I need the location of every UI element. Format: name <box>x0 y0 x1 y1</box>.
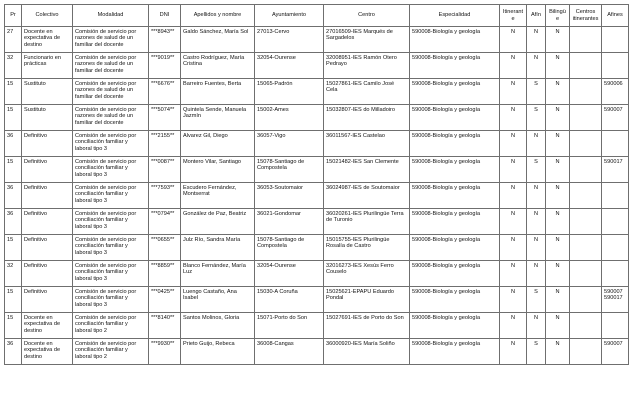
cell-colectivo: Definitivo <box>22 183 73 209</box>
header-bilingue: Bilingüe <box>546 5 570 27</box>
cell-especialidad: 590008-Biología y geología <box>410 235 500 261</box>
cell-nombre: Castro Rodríguez, María Cristina <box>181 53 255 79</box>
cell-dni: ***0655** <box>149 235 181 261</box>
cell-afines <box>602 261 629 287</box>
cell-itinerante: N <box>500 131 527 157</box>
header-modalidad: Modalidad <box>73 5 149 27</box>
cell-centro: 15015755-IES Plurilingüe Rosalía de Castro <box>324 235 410 261</box>
cell-modalidad: Comisión de servicio por conciliación familiar y laboral tipo 3 <box>73 261 149 287</box>
cell-afines <box>602 27 629 53</box>
cell-pr: 36 <box>5 339 22 365</box>
cell-ayuntamiento: 15002-Ames <box>255 105 324 131</box>
cell-pr: 32 <box>5 261 22 287</box>
cell-colectivo: Docente en expectativa de destino <box>22 313 73 339</box>
cell-bilingue: N <box>546 313 570 339</box>
cell-afines <box>602 131 629 157</box>
cell-centros-itinerantes <box>570 27 602 53</box>
cell-afin: N <box>527 313 546 339</box>
cell-modalidad: Comisión de servicio por conciliación familiar y laboral tipo 3 <box>73 131 149 157</box>
cell-nombre: Luengo Castaño, Ana Isabel <box>181 287 255 313</box>
cell-pr: 36 <box>5 183 22 209</box>
cell-centro: 36000920-IES María Soliño <box>324 339 410 365</box>
cell-afin: N <box>527 27 546 53</box>
cell-nombre: Santos Molinos, Gloria <box>181 313 255 339</box>
cell-centro: 15027691-IES de Porto do Son <box>324 313 410 339</box>
cell-modalidad: Comisión de servicio por conciliación familiar y laboral tipo 3 <box>73 287 149 313</box>
cell-afines: 590007 <box>602 105 629 131</box>
cell-afines: 590006 <box>602 79 629 105</box>
table-row <box>5 131 629 157</box>
cell-pr: 15 <box>5 235 22 261</box>
cell-nombre: Barreiro Fuentes, Berta <box>181 79 255 105</box>
cell-afin: N <box>527 209 546 235</box>
cell-afin: N <box>527 131 546 157</box>
cell-dni: ***8859** <box>149 261 181 287</box>
cell-dni: ***9930** <box>149 339 181 365</box>
cell-centro: 32016273-IES Xesús Ferro Couselo <box>324 261 410 287</box>
cell-dni: ***2155** <box>149 131 181 157</box>
cell-dni: ***0425** <box>149 287 181 313</box>
cell-especialidad: 590008-Biología y geología <box>410 105 500 131</box>
cell-colectivo: Definitivo <box>22 261 73 287</box>
table-row <box>5 313 629 339</box>
cell-modalidad: Comisión de servicio por conciliación familiar y laboral tipo 3 <box>73 209 149 235</box>
cell-centro: 27016509-IES Marqués de Sargadelos <box>324 27 410 53</box>
cell-colectivo: Definitivo <box>22 157 73 183</box>
cell-colectivo: Sustituto <box>22 105 73 131</box>
assignment-sheet <box>4 4 623 365</box>
cell-centros-itinerantes <box>570 183 602 209</box>
cell-bilingue: N <box>546 131 570 157</box>
table-row <box>5 339 629 365</box>
header-colectivo: Colectivo <box>22 5 73 27</box>
table-row <box>5 209 629 235</box>
table-row <box>5 235 629 261</box>
cell-afin: S <box>527 105 546 131</box>
cell-afines <box>602 183 629 209</box>
cell-modalidad: Comisión de servicio por razones de salud de un familiar del docente <box>73 53 149 79</box>
cell-nombre: Quintela Sende, Manuela Jazmín <box>181 105 255 131</box>
cell-dni: ***5074** <box>149 105 181 131</box>
cell-ayuntamiento: 32054-Ourense <box>255 53 324 79</box>
cell-afines <box>602 235 629 261</box>
cell-centro: 36020261-IES Plurilingüe Terra de Turonio <box>324 209 410 235</box>
cell-especialidad: 590008-Biología y geología <box>410 339 500 365</box>
cell-bilingue: N <box>546 339 570 365</box>
table-row <box>5 105 629 131</box>
cell-modalidad: Comisión de servicio por razones de salud de un familiar del docente <box>73 79 149 105</box>
cell-modalidad: Comisión de servicio por conciliación familiar y laboral tipo 3 <box>73 235 149 261</box>
cell-afin: S <box>527 79 546 105</box>
cell-ayuntamiento: 15071-Porto do Son <box>255 313 324 339</box>
cell-colectivo: Docente en expectativa de destino <box>22 339 73 365</box>
cell-pr: 15 <box>5 105 22 131</box>
cell-centro: 36024987-IES de Soutomaior <box>324 183 410 209</box>
cell-pr: 36 <box>5 131 22 157</box>
header-row <box>5 5 629 27</box>
cell-ayuntamiento: 15030-A Coruña <box>255 287 324 313</box>
cell-bilingue: N <box>546 209 570 235</box>
cell-nombre: Julz Río, Sandra María <box>181 235 255 261</box>
cell-centros-itinerantes <box>570 209 602 235</box>
header-centros-itinerantes: Centros itinerantes <box>570 5 602 27</box>
table-row <box>5 53 629 79</box>
table-row <box>5 287 629 313</box>
cell-itinerante: N <box>500 313 527 339</box>
cell-bilingue: N <box>546 235 570 261</box>
cell-dni: ***8943** <box>149 27 181 53</box>
cell-afin: N <box>527 183 546 209</box>
cell-especialidad: 590008-Biología y geología <box>410 53 500 79</box>
cell-centros-itinerantes <box>570 157 602 183</box>
cell-bilingue: N <box>546 79 570 105</box>
header-especialidad: Especialidad <box>410 5 500 27</box>
table-body <box>5 27 629 365</box>
cell-nombre: González de Paz, Beatriz <box>181 209 255 235</box>
cell-afin: S <box>527 339 546 365</box>
cell-afin: N <box>527 261 546 287</box>
cell-especialidad: 590008-Biología y geología <box>410 313 500 339</box>
cell-nombre: Alvarez Gil, Diego <box>181 131 255 157</box>
cell-afin: S <box>527 157 546 183</box>
cell-ayuntamiento: 27013-Cervo <box>255 27 324 53</box>
cell-colectivo: Definitivo <box>22 209 73 235</box>
cell-itinerante: N <box>500 157 527 183</box>
cell-pr: 15 <box>5 157 22 183</box>
cell-modalidad: Comisión de servicio por conciliación familiar y laboral tipo 3 <box>73 157 149 183</box>
cell-bilingue: N <box>546 105 570 131</box>
cell-centros-itinerantes <box>570 105 602 131</box>
cell-centros-itinerantes <box>570 287 602 313</box>
cell-centros-itinerantes <box>570 53 602 79</box>
cell-dni: ***0794** <box>149 209 181 235</box>
cell-centro: 32008951-IES Ramón Otero Pedrayo <box>324 53 410 79</box>
cell-especialidad: 590008-Biología y geología <box>410 79 500 105</box>
cell-afin: N <box>527 53 546 79</box>
cell-dni: ***9019** <box>149 53 181 79</box>
assignments-table <box>4 4 629 365</box>
header-pr: Pr <box>5 5 22 27</box>
cell-centro: 15025621-EPAPU Eduardo Pondal <box>324 287 410 313</box>
table-row <box>5 79 629 105</box>
cell-itinerante: N <box>500 209 527 235</box>
cell-dni: ***8140** <box>149 313 181 339</box>
cell-colectivo: Definitivo <box>22 287 73 313</box>
cell-especialidad: 590008-Biología y geología <box>410 157 500 183</box>
cell-pr: 27 <box>5 27 22 53</box>
table-row <box>5 183 629 209</box>
cell-especialidad: 590008-Biología y geología <box>410 261 500 287</box>
cell-especialidad: 590008-Biología y geología <box>410 287 500 313</box>
header-afines: Afines <box>602 5 629 27</box>
table-row <box>5 27 629 53</box>
cell-itinerante: N <box>500 79 527 105</box>
cell-afines: 590007 <box>602 339 629 365</box>
cell-bilingue: N <box>546 157 570 183</box>
cell-afines <box>602 313 629 339</box>
cell-modalidad: Comisión de servicio por conciliación familiar y laboral tipo 2 <box>73 339 149 365</box>
cell-pr: 15 <box>5 79 22 105</box>
header-nombre: Apellidos y nombre <box>181 5 255 27</box>
cell-afines <box>602 209 629 235</box>
cell-modalidad: Comisión de servicio por razones de salud de un familiar del docente <box>73 27 149 53</box>
cell-nombre: Montero Vilar, Santiago <box>181 157 255 183</box>
cell-bilingue: N <box>546 53 570 79</box>
cell-ayuntamiento: 15065-Padrón <box>255 79 324 105</box>
cell-afin: N <box>527 235 546 261</box>
cell-afines: 590007 590017 <box>602 287 629 313</box>
cell-centro: 15021482-IES San Clemente <box>324 157 410 183</box>
cell-especialidad: 590008-Biología y geología <box>410 131 500 157</box>
cell-afines: 590017 <box>602 157 629 183</box>
cell-pr: 36 <box>5 209 22 235</box>
cell-dni: ***6676** <box>149 79 181 105</box>
cell-itinerante: N <box>500 235 527 261</box>
cell-centro: 36011567-IES Castelao <box>324 131 410 157</box>
cell-nombre: Blanco Fernández, María Luz <box>181 261 255 287</box>
cell-ayuntamiento: 32054-Ourense <box>255 261 324 287</box>
cell-modalidad: Comisión de servicio por conciliación familiar y laboral tipo 2 <box>73 313 149 339</box>
cell-bilingue: N <box>546 183 570 209</box>
cell-especialidad: 590008-Biología y geología <box>410 183 500 209</box>
cell-colectivo: Funcionario en prácticas <box>22 53 73 79</box>
cell-modalidad: Comisión de servicio por conciliación familiar y laboral tipo 3 <box>73 183 149 209</box>
header-itinerante: Itinerante <box>500 5 527 27</box>
cell-colectivo: Definitivo <box>22 131 73 157</box>
cell-dni: ***0087** <box>149 157 181 183</box>
cell-nombre: Galdo Sánchez, María Sol <box>181 27 255 53</box>
cell-ayuntamiento: 36008-Cangas <box>255 339 324 365</box>
cell-especialidad: 590008-Biología y geología <box>410 27 500 53</box>
header-centro: Centro <box>324 5 410 27</box>
cell-ayuntamiento: 36057-Vigo <box>255 131 324 157</box>
cell-centros-itinerantes <box>570 313 602 339</box>
cell-colectivo: Sustituto <box>22 79 73 105</box>
cell-nombre: Prieto Guijo, Rebeca <box>181 339 255 365</box>
cell-itinerante: N <box>500 27 527 53</box>
cell-itinerante: N <box>500 287 527 313</box>
cell-itinerante: N <box>500 261 527 287</box>
cell-centros-itinerantes <box>570 339 602 365</box>
table-row <box>5 157 629 183</box>
cell-dni: ***7593** <box>149 183 181 209</box>
cell-ayuntamiento: 15078-Santiago de Compostela <box>255 235 324 261</box>
cell-ayuntamiento: 15078-Santiago de Compostela <box>255 157 324 183</box>
cell-colectivo: Definitivo <box>22 235 73 261</box>
cell-nombre: Escudero Fernández, Montserrat <box>181 183 255 209</box>
cell-ayuntamiento: 36021-Gondomar <box>255 209 324 235</box>
cell-centros-itinerantes <box>570 131 602 157</box>
cell-centro: 15027861-IES Camilo José Cela <box>324 79 410 105</box>
cell-afin: S <box>527 287 546 313</box>
cell-centros-itinerantes <box>570 235 602 261</box>
cell-especialidad: 590008-Biología y geología <box>410 209 500 235</box>
cell-itinerante: N <box>500 53 527 79</box>
cell-itinerante: N <box>500 183 527 209</box>
cell-bilingue: N <box>546 287 570 313</box>
header-dni: DNI <box>149 5 181 27</box>
cell-centros-itinerantes <box>570 261 602 287</box>
cell-pr: 32 <box>5 53 22 79</box>
cell-afines <box>602 53 629 79</box>
header-ayuntamiento: Ayuntamiento <box>255 5 324 27</box>
cell-centros-itinerantes <box>570 79 602 105</box>
cell-itinerante: N <box>500 105 527 131</box>
cell-modalidad: Comisión de servicio por razones de salud de un familiar del docente <box>73 105 149 131</box>
cell-ayuntamiento: 36053-Soutomaior <box>255 183 324 209</box>
cell-bilingue: N <box>546 27 570 53</box>
header-afin: Afín <box>527 5 546 27</box>
cell-pr: 15 <box>5 287 22 313</box>
table-row <box>5 261 629 287</box>
cell-colectivo: Docente en expectativa de destino <box>22 27 73 53</box>
cell-bilingue: N <box>546 261 570 287</box>
cell-centro: 15032807-IES do Milladoiro <box>324 105 410 131</box>
cell-pr: 15 <box>5 313 22 339</box>
cell-itinerante: N <box>500 339 527 365</box>
